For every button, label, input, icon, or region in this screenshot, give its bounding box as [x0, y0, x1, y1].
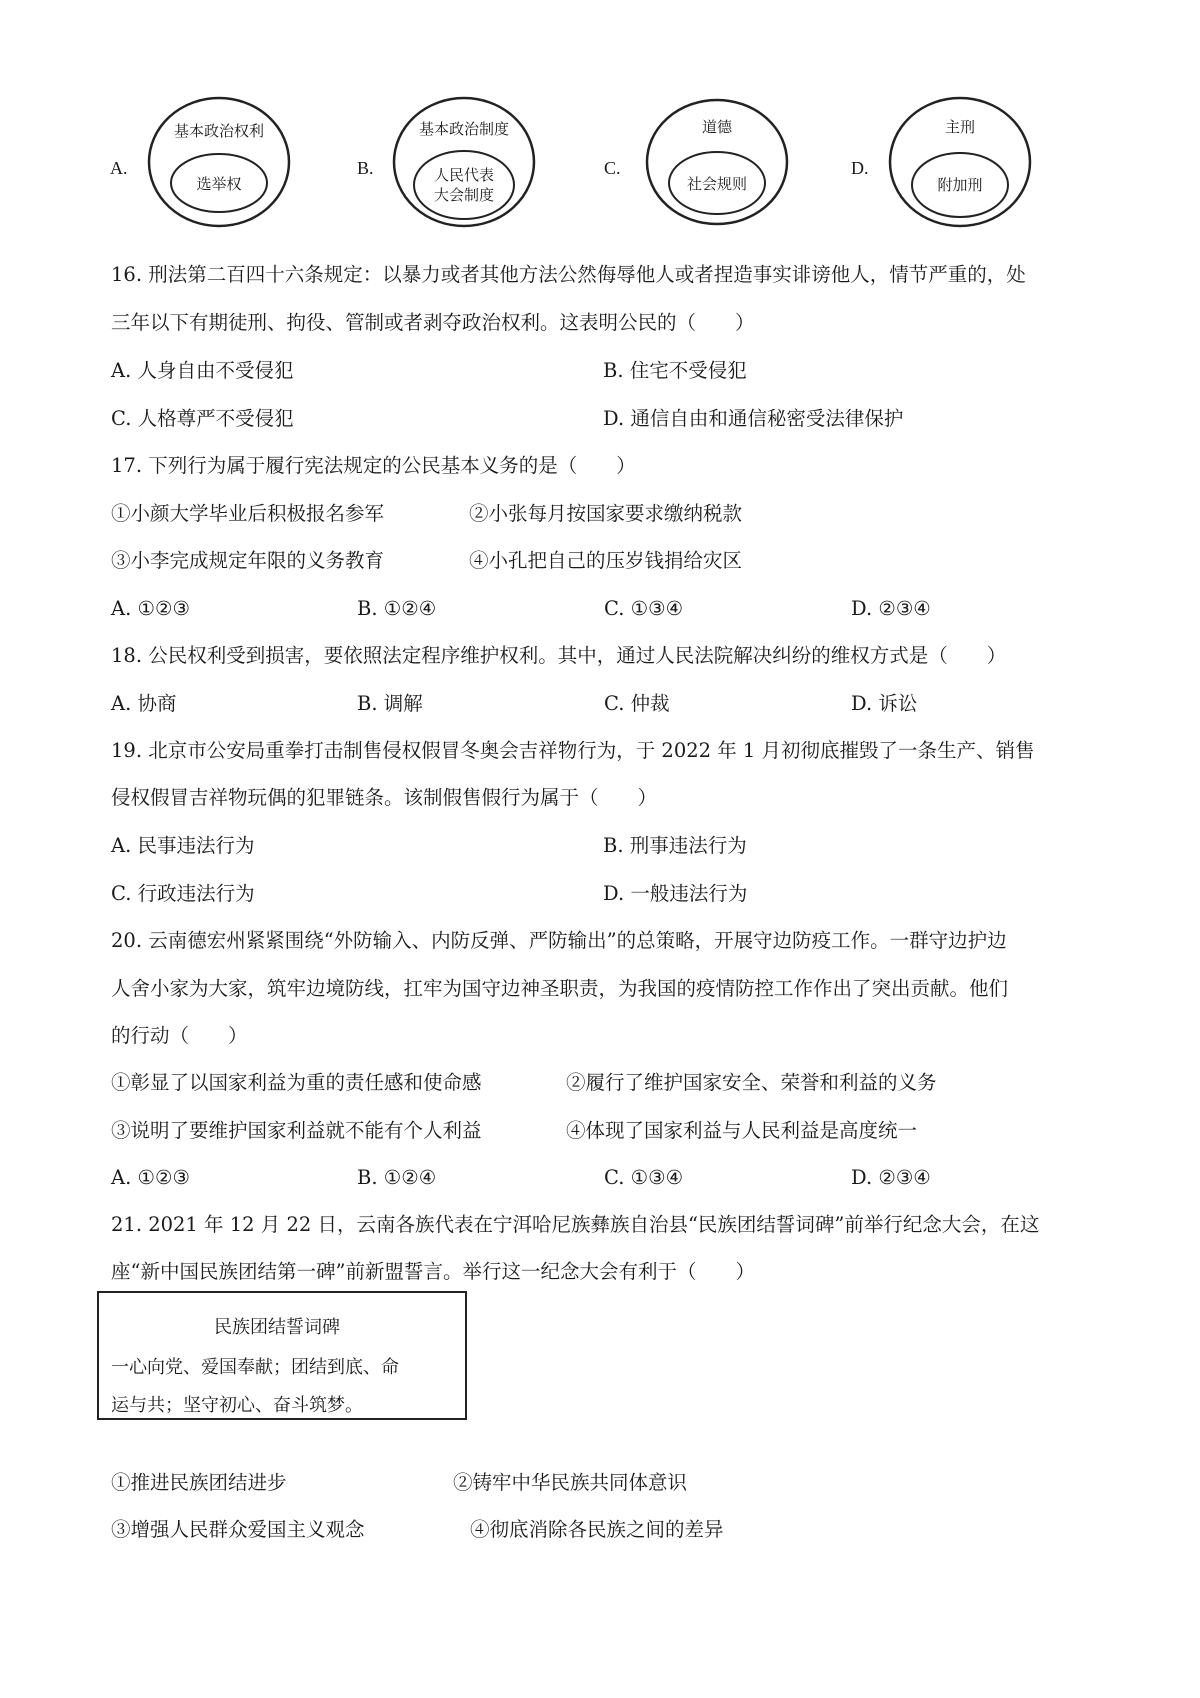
- q17-item-2: ②小张每月按国家要求缴纳税款: [469, 502, 743, 525]
- q19-option-b[interactable]: B. 刑事违法行为: [603, 834, 747, 857]
- q17-option-a[interactable]: A. ①②③: [111, 597, 190, 620]
- diagram-a-inner: 选举权: [196, 175, 242, 193]
- q17-stem: 17. 下列行为属于履行宪法规定的公民基本义务的是（ ）: [111, 454, 636, 477]
- q18-option-b[interactable]: B. 调解: [357, 692, 423, 715]
- q21-stem-line-2: 座“新中国民族团结第一碑”前新盟誓言。举行这一纪念大会有利于（ ）: [111, 1260, 755, 1283]
- oath-monument-box: [97, 1291, 467, 1420]
- diagram-b-letter: B.: [357, 158, 374, 178]
- q16-stem-line-1: 16. 刑法第二百四十六条规定：以暴力或者其他方法公然侮辱他人或者捏造事实诽谤他人，情节严重的，处: [111, 263, 1026, 286]
- diagram-b-outer: 基本政治制度: [418, 120, 510, 138]
- diagram-d-inner: 附加刑: [937, 176, 983, 194]
- q18-option-a[interactable]: A. 协商: [111, 692, 177, 715]
- diagram-c-letter: C.: [604, 158, 621, 178]
- diagram-d-outer: 主刑: [944, 118, 976, 136]
- q18-option-c[interactable]: C. 仲裁: [604, 692, 670, 715]
- q16-option-c[interactable]: C. 人格尊严不受侵犯: [111, 407, 294, 430]
- diagram-d: [887, 92, 1033, 232]
- q16-stem-line-2: 三年以下有期徒刑、拘役、管制或者剥夺政治权利。这表明公民的（ ）: [111, 311, 755, 334]
- q20-item-4: ④体现了国家利益与人民利益是高度统一: [566, 1119, 918, 1142]
- q19-option-d[interactable]: D. 一般违法行为: [603, 882, 748, 905]
- diagram-c-outer: 道德: [701, 118, 733, 136]
- diagram-b-inner-2: 大会制度: [433, 186, 495, 204]
- diagram-a: [146, 92, 292, 232]
- q18-option-d[interactable]: D. 诉讼: [851, 692, 918, 715]
- q20-stem-line-1: 20. 云南德宏州紧紧围绕“外防输入、内防反弹、严防输出”的总策略，开展守边防疫工作。一群守边护边: [111, 929, 1007, 952]
- q21-item-2: ②铸牢中华民族共同体意识: [453, 1471, 688, 1494]
- q20-option-a[interactable]: A. ①②③: [111, 1166, 190, 1189]
- diagram-b: [391, 92, 537, 232]
- q17-item-4: ④小孔把自己的压岁钱捐给灾区: [469, 549, 743, 572]
- oath-box-title: 民族团结誓词碑: [214, 1317, 340, 1338]
- q20-item-1: ①彰显了以国家利益为重的责任感和使命感: [111, 1071, 482, 1094]
- q21-stem-line-1: 21. 2021 年 12 月 22 日，云南各族代表在宁洱哈尼族彝族自治县“民族团结誓词碑”前举行纪念大会，在这: [111, 1213, 1040, 1236]
- q19-option-c[interactable]: C. 行政违法行为: [111, 882, 255, 905]
- q17-item-1: ①小颜大学毕业后积极报名参军: [111, 502, 385, 525]
- q16-option-d[interactable]: D. 通信自由和通信秘密受法律保护: [603, 407, 904, 430]
- oath-box-line-2: 运与共；坚守初心、奋斗筑梦。: [111, 1395, 363, 1416]
- q17-option-c[interactable]: C. ①③④: [604, 597, 684, 620]
- q21-item-1: ①推进民族团结进步: [111, 1471, 287, 1494]
- q16-option-a[interactable]: A. 人身自由不受侵犯: [111, 359, 294, 382]
- q20-option-c[interactable]: C. ①③④: [604, 1166, 684, 1189]
- q20-item-3: ③说明了要维护国家利益就不能有个人利益: [111, 1119, 482, 1142]
- q20-stem-line-3: 的行动（ ）: [111, 1024, 248, 1047]
- diagram-a-letter: A.: [110, 158, 128, 178]
- q21-item-4: ④彻底消除各民族之间的差异: [470, 1518, 724, 1541]
- diagram-a-outer: 基本政治权利: [173, 122, 265, 140]
- q21-item-3: ③增强人民群众爱国主义观念: [111, 1518, 365, 1541]
- q19-option-a[interactable]: A. 民事违法行为: [111, 834, 255, 857]
- diagram-c: [644, 92, 790, 232]
- q20-item-2: ②履行了维护国家安全、荣誉和利益的义务: [566, 1071, 937, 1094]
- q20-option-d[interactable]: D. ②③④: [851, 1166, 931, 1189]
- oath-box-line-1: 一心向党、爱国奉献；团结到底、命: [111, 1357, 399, 1378]
- q17-option-d[interactable]: D. ②③④: [851, 597, 931, 620]
- q20-option-b[interactable]: B. ①②④: [357, 1166, 437, 1189]
- q17-option-b[interactable]: B. ①②④: [357, 597, 437, 620]
- q16-option-b[interactable]: B. 住宅不受侵犯: [603, 359, 747, 382]
- q20-stem-line-2: 人舍小家为大家，筑牢边境防线，扛牢为国守边神圣职责，为我国的疫情防控工作作出了突出贡献。他们: [111, 977, 1009, 1000]
- diagram-b-inner-1: 人民代表: [433, 166, 495, 184]
- q17-item-3: ③小李完成规定年限的义务教育: [111, 549, 385, 572]
- diagram-d-letter: D.: [851, 158, 869, 178]
- diagram-c-inner: 社会规则: [686, 175, 748, 193]
- q19-stem-line-2: 侵权假冒吉祥物玩偶的犯罪链条。该制假售假行为属于（ ）: [111, 786, 658, 809]
- q18-stem: 18. 公民权利受到损害，要依照法定程序维护权利。其中，通过人民法院解决纠纷的维权方式是（ ）: [111, 644, 1007, 667]
- q19-stem-line-1: 19. 北京市公安局重拳打击制售侵权假冒冬奥会吉祥物行为，于 2022 年 1 月初彻底摧毁了一条生产、销售: [111, 739, 1035, 762]
